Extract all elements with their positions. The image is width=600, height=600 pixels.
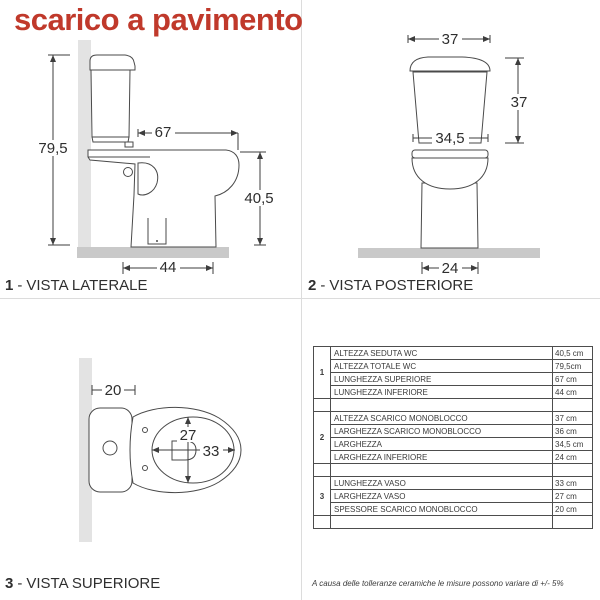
side-view-drawing: [0, 40, 300, 280]
spec-value: 37 cm: [553, 412, 593, 425]
view-number: 2: [308, 277, 317, 294]
table-row: [314, 412, 593, 425]
wall-section: [78, 40, 91, 248]
view-name: VISTA LATERALE: [26, 277, 148, 294]
dim-label-mid-width: 34,5: [435, 130, 465, 147]
spec-empty-cell: [314, 516, 331, 529]
page-title: scarico a pavimento: [14, 2, 303, 37]
dim-label-tank-height: 37: [510, 94, 528, 111]
dim-label-upper-length: 67: [154, 124, 172, 141]
cistern-lid-side: [90, 55, 135, 70]
spec-label: ALTEZZA SEDUTA WC: [331, 347, 553, 360]
dim-label-bowl-length: 33: [202, 443, 220, 460]
spec-empty-cell: [553, 516, 593, 529]
view-caption-superior: [5, 575, 160, 592]
spec-label: SPESSORE SCARICO MONOBLOCCO: [331, 503, 553, 516]
spec-label: ALTEZZA SCARICO MONOBLOCCO: [331, 412, 553, 425]
spec-empty-cell: [553, 399, 593, 412]
spec-label: ALTEZZA TOTALE WC: [331, 360, 553, 373]
pedestal-rear: [421, 183, 478, 248]
top-view-drawing: [0, 350, 300, 570]
spec-label: LARGHEZZA: [331, 438, 553, 451]
drain-dot: [156, 240, 158, 242]
table-row: [314, 360, 593, 373]
tolerance-note: A causa delle tolleranze ceramiche le misure possono variare di +/- 5%: [312, 579, 564, 588]
bowl-pedestal-outline: [88, 150, 239, 247]
table-row: [314, 451, 593, 464]
dim-label-top-width: 37: [441, 31, 459, 48]
spec-empty-cell: [331, 399, 553, 412]
spec-empty-cell: [314, 399, 331, 412]
spec-value: 67 cm: [553, 373, 593, 386]
flush-joint: [125, 142, 133, 147]
spec-separator-row: [314, 516, 593, 529]
dim-label-lower-length: 44: [159, 259, 177, 276]
spec-value: 34,5 cm: [553, 438, 593, 451]
spec-label: LARGHEZZA INFERIORE: [331, 451, 553, 464]
tank-base-band: [92, 137, 129, 142]
quadrant-divider-horizontal: [0, 298, 600, 299]
seat-hinge-bolt: [124, 168, 133, 177]
spec-value: 36 cm: [553, 425, 593, 438]
caption-separator: -: [17, 575, 23, 592]
seat-band-rear: [412, 150, 488, 158]
spec-value: 20 cm: [553, 503, 593, 516]
table-row: [314, 425, 593, 438]
dim-label-bowl-width: 27: [179, 427, 197, 444]
view-name: VISTA POSTERIORE: [329, 277, 474, 294]
table-row: [314, 477, 593, 490]
hinge-bolt-top: [143, 428, 148, 433]
table-row: [314, 386, 593, 399]
spec-value: 24 cm: [553, 451, 593, 464]
hinge-bolt-bottom: [143, 466, 148, 471]
spec-label: LUNGHEZZA SUPERIORE: [331, 373, 553, 386]
spec-group-number: 2: [314, 412, 331, 464]
spec-label: LARGHEZZA VASO: [331, 490, 553, 503]
flush-button: [103, 441, 117, 455]
spec-table: [313, 346, 593, 529]
view-number: 3: [5, 575, 14, 592]
cistern-lid-rear: [410, 57, 490, 71]
dim-label-seat-height: 40,5: [244, 190, 274, 207]
view-caption-posterior: [308, 277, 473, 294]
rear-view-drawing: [300, 25, 600, 280]
spec-label: LARGHEZZA SCARICO MONOBLOCCO: [331, 425, 553, 438]
table-row: [314, 373, 593, 386]
spec-label: LUNGHEZZA VASO: [331, 477, 553, 490]
floor-section: [358, 248, 540, 258]
table-row: [314, 438, 593, 451]
caption-separator: -: [320, 277, 326, 294]
spec-empty-cell: [314, 464, 331, 477]
cistern-tank-side: [91, 70, 130, 137]
dim-label-tank-depth: 20: [104, 382, 122, 399]
table-row: [314, 490, 593, 503]
view-name: VISTA SUPERIORE: [26, 575, 161, 592]
spec-group-number: 3: [314, 477, 331, 516]
spec-value: 40,5 cm: [553, 347, 593, 360]
dim-label-base-width: 24: [441, 260, 459, 277]
spec-value: 33 cm: [553, 477, 593, 490]
spec-value: 27 cm: [553, 490, 593, 503]
spec-separator-row: [314, 464, 593, 477]
spec-empty-cell: [553, 464, 593, 477]
spec-separator-row: [314, 399, 593, 412]
view-caption-lateral: [5, 277, 148, 294]
spec-empty-cell: [331, 464, 553, 477]
spec-label: LUNGHEZZA INFERIORE: [331, 386, 553, 399]
table-row: [314, 347, 593, 360]
dim-label-total-height: 79,5: [38, 140, 68, 157]
table-row: [314, 503, 593, 516]
view-number: 1: [5, 277, 14, 294]
floor-section: [77, 247, 229, 258]
spec-group-number: 1: [314, 347, 331, 399]
caption-separator: -: [17, 277, 23, 294]
spec-empty-cell: [331, 516, 553, 529]
spec-value: 79,5cm: [553, 360, 593, 373]
spec-value: 44 cm: [553, 386, 593, 399]
